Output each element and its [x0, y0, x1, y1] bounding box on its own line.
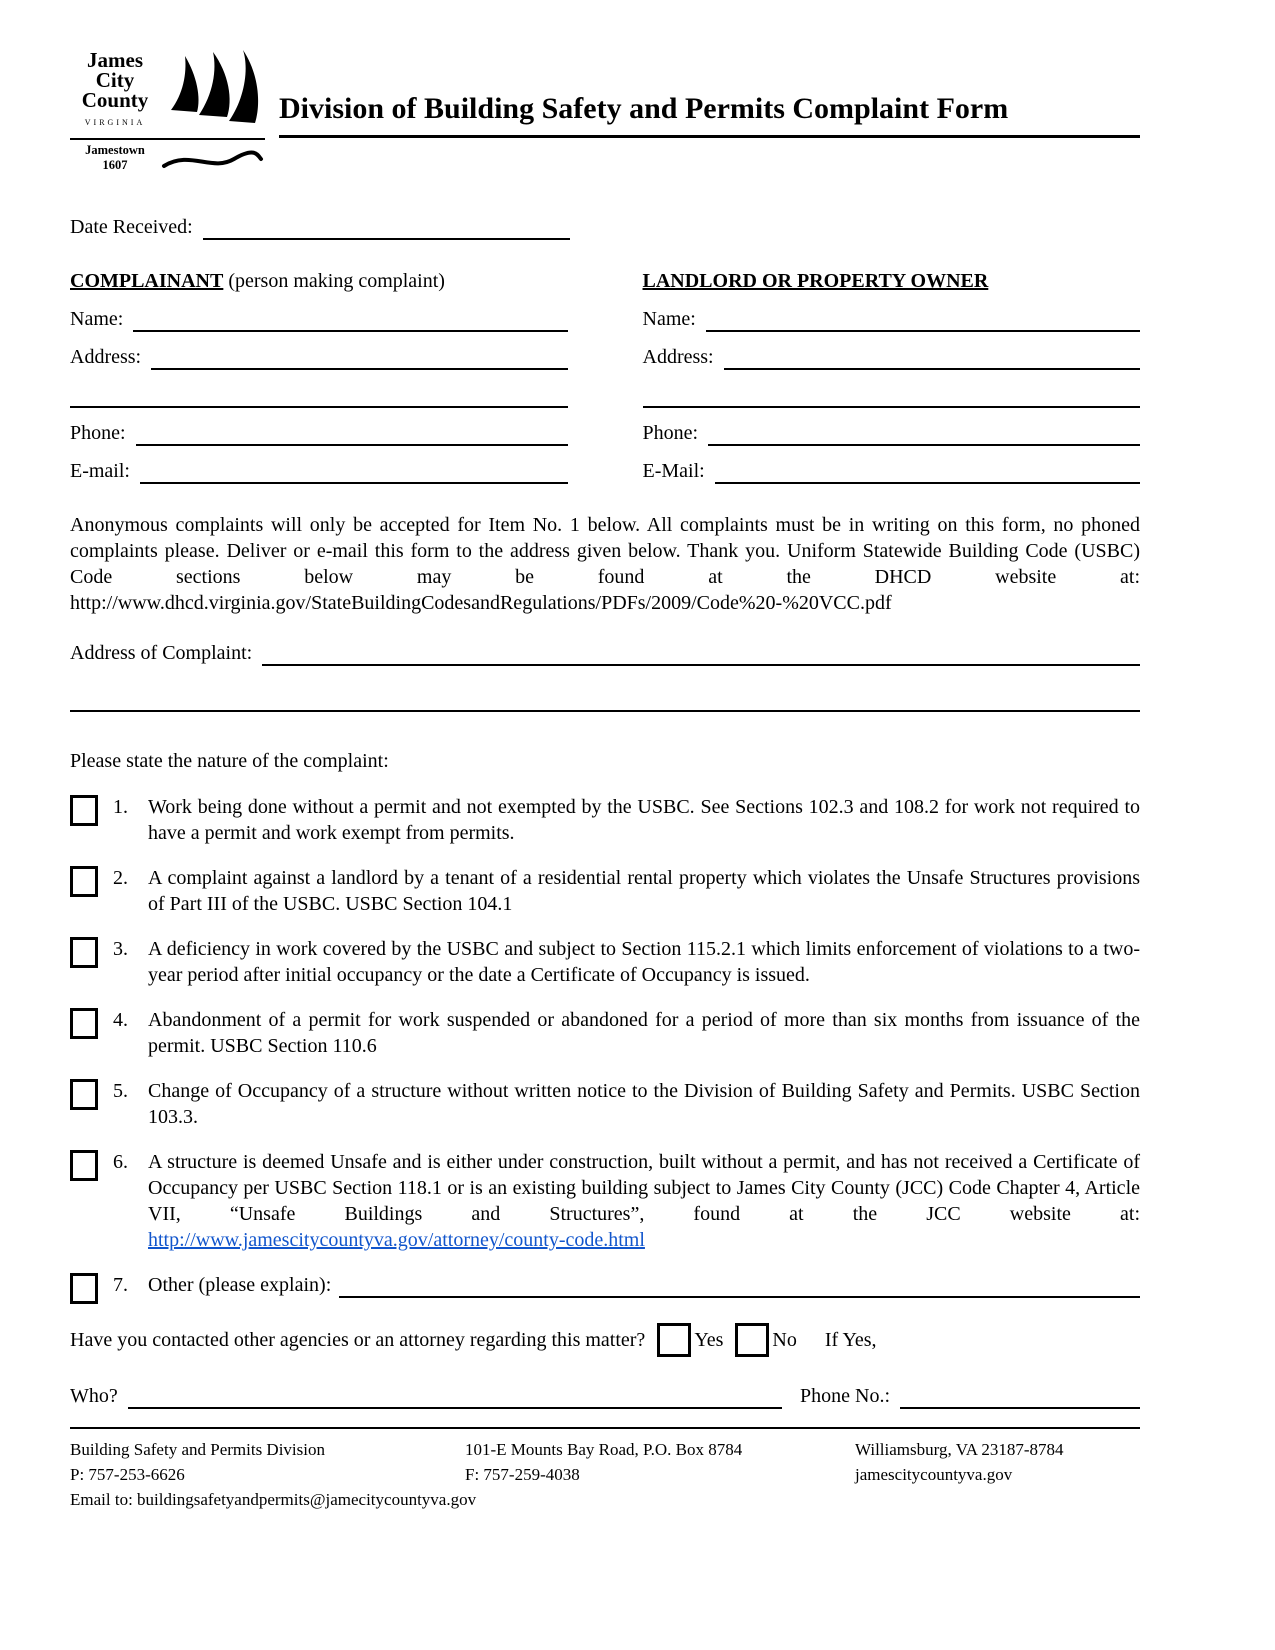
footer-email-label: Email to: [70, 1490, 133, 1509]
footer-email: buildingsafetyandpermits@jamecitycountyva.gov [137, 1490, 477, 1509]
complainant-email-label: E-mail: [70, 460, 130, 482]
landlord-heading [643, 268, 1141, 294]
logo-text [70, 50, 160, 133]
nature-prompt: Please state the nature of the complaint: [70, 750, 389, 772]
who-row [70, 1383, 1140, 1409]
item-7-number: 7. [113, 1274, 128, 1296]
footer-col-division [70, 1437, 477, 1512]
phone-no-input[interactable] [900, 1383, 1140, 1409]
complainant-email-row [70, 458, 568, 484]
landlord-phone-row [643, 420, 1141, 446]
wave-icon [160, 146, 265, 174]
item-5-checkbox[interactable] [70, 1079, 98, 1110]
address-of-complaint-input[interactable] [262, 640, 1140, 666]
footer-website: jamescitycountyva.gov [855, 1465, 1013, 1484]
address-of-complaint-input-line2[interactable] [70, 666, 1140, 712]
item-3-number: 3. [113, 938, 128, 960]
address-of-complaint-row [70, 640, 1140, 666]
complaint-item-5 [70, 1078, 1140, 1130]
item-4-checkbox[interactable] [70, 1008, 98, 1039]
landlord-name-label: Name: [642, 308, 696, 330]
complainant-phone-input[interactable] [136, 420, 568, 446]
intro-paragraph [70, 512, 1140, 616]
complainant-phone-label: Phone: [70, 422, 126, 444]
logo-jamestown: Jamestown [85, 143, 145, 157]
footer-address: 101-E Mounts Bay Road, P.O. Box 8784 [465, 1440, 743, 1459]
no-label: No [772, 1329, 797, 1351]
landlord-phone-input[interactable] [708, 420, 1140, 446]
logo-bottom [70, 143, 160, 173]
item-5-text: Change of Occupancy of a structure without written notice to the Division of Building Safety and Permits. USBC Section 103.3. [148, 1080, 1140, 1128]
footer-city-state-zip: Williamsburg, VA 23187-8784 [855, 1440, 1064, 1459]
item-6-number: 6. [113, 1151, 128, 1173]
logo-divider [70, 138, 265, 140]
ship-sails-icon [159, 50, 259, 136]
complaint-item-1 [70, 794, 1140, 846]
landlord-address-input[interactable] [724, 344, 1140, 370]
logo-james: James [87, 48, 143, 72]
date-received-row [70, 214, 570, 240]
item-3-text: A deficiency in work covered by the USBC and subject to Section 115.2.1 which limits enforcement of violations to a two-year period after initial occupancy or the date a Certificate of Occupancy is issued. [148, 938, 1140, 986]
complainant-name-input[interactable] [133, 306, 567, 332]
item-2-number: 2. [113, 867, 128, 889]
item-7-checkbox[interactable] [70, 1273, 98, 1304]
agencies-question-row [70, 1323, 1140, 1357]
landlord-email-input[interactable] [715, 458, 1140, 484]
footer [70, 1427, 1140, 1512]
complainant-email-input[interactable] [140, 458, 568, 484]
complainant-heading-note: (person making complaint) [228, 270, 445, 292]
complainant-address-label: Address: [70, 346, 142, 368]
complaint-item-7 [70, 1272, 1140, 1304]
item-7-row [148, 1272, 1140, 1298]
item-2-text: A complaint against a landlord by a tenant of a residential rental property which violates the Unsafe Structures provisions of Part III of the USBC. USBC Section 104.1 [148, 867, 1140, 915]
landlord-address-row [643, 344, 1141, 370]
who-input[interactable] [128, 1383, 782, 1409]
footer-fax: F: 757-259-4038 [465, 1465, 580, 1484]
complainant-address2-row [70, 382, 568, 408]
logo-virginia: VIRGINIA [84, 118, 146, 127]
item-1-checkbox[interactable] [70, 795, 98, 826]
item-7-label: Other (please explain): [148, 1274, 332, 1296]
landlord-heading-text: LANDLORD OR PROPERTY OWNER [642, 270, 989, 292]
county-logo [70, 50, 265, 178]
landlord-name-input[interactable] [706, 306, 1140, 332]
yes-label: Yes [694, 1329, 724, 1351]
phone-no-label: Phone No.: [800, 1385, 890, 1407]
item-6-text [148, 1149, 1140, 1253]
complainant-phone-row [70, 420, 568, 446]
item-4-text: Abandonment of a permit for work suspended or abandoned for a period of more than six months from issuance of the permit. USBC Section 110.6 [148, 1009, 1140, 1057]
complainant-heading-text: COMPLAINANT [70, 270, 224, 292]
complaint-item-3 [70, 936, 1140, 988]
item-6-checkbox[interactable] [70, 1150, 98, 1181]
yes-checkbox[interactable] [657, 1323, 691, 1357]
logo-year: 1607 [102, 158, 128, 172]
complainant-name-row [70, 306, 568, 332]
footer-col-city [855, 1437, 1140, 1512]
complainant-heading [70, 268, 568, 294]
complaint-item-2 [70, 865, 1140, 917]
jcc-county-code-link[interactable]: http://www.jamescitycountyva.gov/attorney/county-code.html [148, 1229, 645, 1251]
landlord-address2-row [643, 382, 1141, 408]
item-5-number: 5. [113, 1080, 128, 1102]
footer-division: Building Safety and Permits Division [70, 1440, 325, 1459]
complainant-address2-input[interactable] [70, 382, 568, 408]
header [70, 50, 1140, 178]
footer-email-row [70, 1487, 477, 1512]
landlord-email-label: E-Mail: [642, 460, 705, 482]
complaint-item-4 [70, 1007, 1140, 1059]
landlord-phone-label: Phone: [642, 422, 699, 444]
item-2-checkbox[interactable] [70, 866, 98, 897]
complainant-name-label: Name: [70, 308, 124, 330]
item-6-body: A structure is deemed Unsafe and is either under construction, built without a permit, and has not received a Certificate of Occupancy per USBC Section 118.1 or is an existing building subject to James City County (JCC) Code Chapter 4, Article VII, “Unsafe Buildings and Structures”, found at the JCC website at: [148, 1151, 1140, 1225]
date-received-input[interactable] [203, 214, 570, 240]
agencies-question-text: Have you contacted other agencies or an attorney regarding this matter? [70, 1329, 646, 1351]
complainant-column [70, 268, 568, 484]
landlord-name-row [643, 306, 1141, 332]
item-1-text: Work being done without a permit and not exempted by the USBC. See Sections 102.3 and 108.2 for work not required to have a permit and work exempt from permits. [148, 796, 1140, 844]
page-title: Division of Building Safety and Permits Complaint Form [279, 91, 1009, 125]
logo-county: County [81, 88, 149, 112]
item-1-number: 1. [113, 796, 128, 818]
who-label: Who? [70, 1385, 118, 1407]
footer-col-address [465, 1437, 855, 1512]
item-4-number: 4. [113, 1009, 128, 1031]
landlord-address-label: Address: [642, 346, 714, 368]
complaint-item-6 [70, 1149, 1140, 1253]
address-of-complaint-label: Address of Complaint: [70, 642, 253, 664]
footer-phone: P: 757-253-6626 [70, 1465, 185, 1484]
landlord-address2-input[interactable] [643, 382, 1141, 408]
parties-section [70, 268, 1140, 484]
footer-columns [70, 1429, 1140, 1512]
complainant-address-row [70, 344, 568, 370]
dhcd-url: http://www.dhcd.virginia.gov/StateBuildingCodesandRegulations/PDFs/2009/Code%20-%20VCC.pdf [70, 592, 892, 614]
landlord-email-row [643, 458, 1141, 484]
intro-text: Anonymous complaints will only be accepted for Item No. 1 below. All complaints must be in writing on this form, no phoned complaints please. Deliver or e-mail this form to the address given below. Thank you. Uniform Statewide Building Code (USBC) Code sections below may be found at the DHCD website at: [70, 514, 1140, 588]
logo-city: City [95, 68, 135, 92]
date-received-label: Date Received: [70, 216, 193, 238]
item-3-checkbox[interactable] [70, 937, 98, 968]
no-checkbox[interactable] [735, 1323, 769, 1357]
title-underline [279, 91, 1140, 138]
complainant-address-input[interactable] [151, 344, 567, 370]
landlord-column [643, 268, 1141, 484]
if-yes-text: If Yes, [824, 1329, 877, 1351]
other-explain-input[interactable] [339, 1272, 1140, 1298]
